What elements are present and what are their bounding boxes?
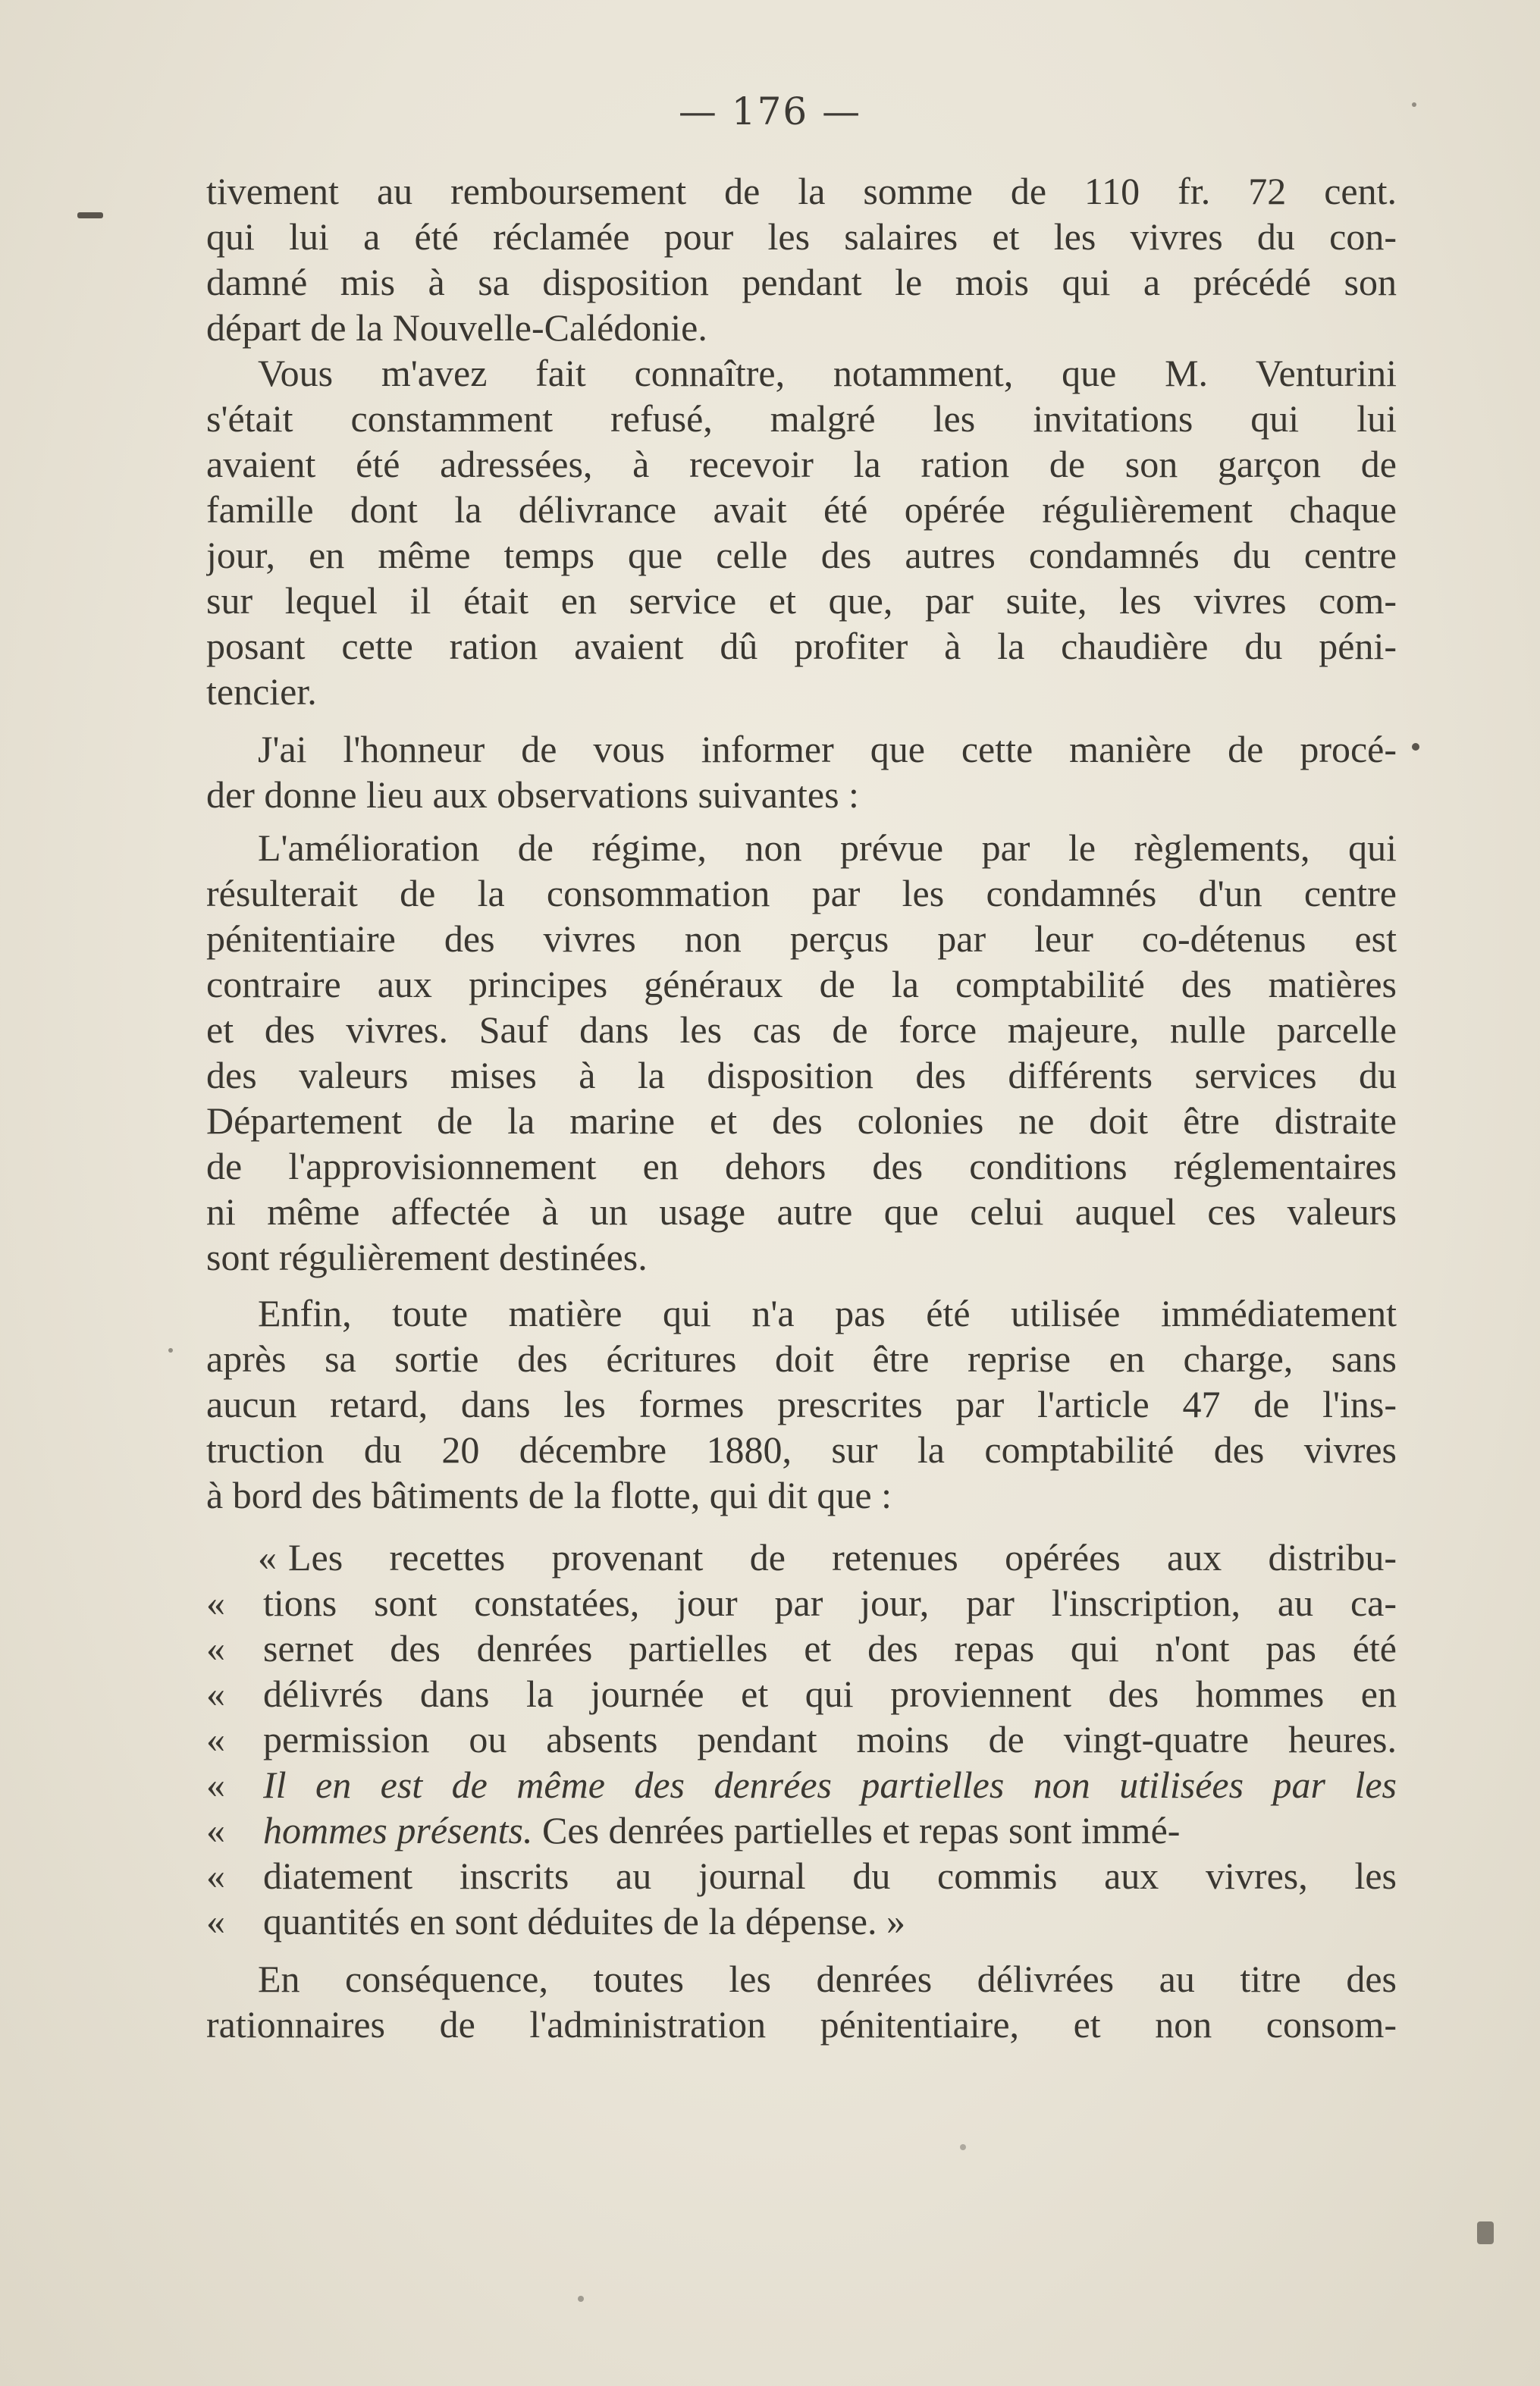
quote-line [206, 1762, 1397, 1808]
scan-speck [1412, 102, 1416, 107]
text-line: J'ai l'honneur de vous informer que cette manière de procé- [258, 728, 1397, 770]
quote-text-italic: Il en est de même des denrées partielles non utilisées par les [263, 1764, 1397, 1806]
text-line: des valeurs mises à la disposition des différents services du [206, 1054, 1397, 1096]
quote-line [206, 1808, 1397, 1853]
quote-mark: « [258, 1536, 277, 1579]
text-line: qui lui a été réclamée pour les salaires et les vivres du con- [206, 215, 1397, 258]
page-number: — 176 — [678, 89, 862, 133]
quote-line [206, 1580, 1397, 1626]
quote-text-italic: hommes présents. [263, 1809, 533, 1851]
quote-mark: « [206, 1855, 225, 1897]
quote-text-mixed [263, 1808, 1397, 1853]
text-line: tencier. [206, 670, 317, 713]
quote-text: diatement inscrits au journal du commis aux vivres, les [263, 1855, 1397, 1897]
text-line: rationnaires de l'administration pénitentiaire, et non consom- [206, 2003, 1397, 2046]
scan-speck [1412, 743, 1419, 751]
text-line: jour, en même temps que celle des autres condamnés du centre [206, 534, 1397, 576]
quote-mark: « [206, 1718, 225, 1760]
text-line: après sa sortie des écritures doit être reprise en charge, sans [206, 1337, 1397, 1380]
paragraph-continuation [206, 168, 1397, 350]
text-line: famille dont la délivrance avait été opérée régulièrement chaque [206, 488, 1397, 531]
text-line: truction du 20 décembre 1880, sur la comptabilité des vivres [206, 1428, 1397, 1471]
paragraph-j-ai-l-honneur [206, 726, 1397, 817]
quote-mark: « [206, 1673, 225, 1715]
text-line: sur lequel il était en service et que, par suite, les vivres com- [206, 579, 1397, 622]
text-line: sont régulièrement destinées. [206, 1236, 648, 1278]
quote-text: Ces denrées partielles et repas sont immé- [532, 1809, 1181, 1851]
text-line: En conséquence, toutes les denrées délivrées au titre des [258, 1958, 1397, 2000]
quote-mark: « [206, 1900, 225, 1942]
text-line: départ de la Nouvelle-Calédonie. [206, 306, 707, 349]
quote-text: Les recettes provenant de retenues opérées aux distribu- [288, 1536, 1397, 1579]
text-line: Vous m'avez fait connaître, notamment, que M. Venturini [258, 352, 1397, 394]
quote-line [206, 1898, 1397, 1944]
quote-line [206, 1717, 1397, 1762]
quote-mark: « [206, 1809, 225, 1851]
quote-line [206, 1535, 1397, 1580]
text-line: L'amélioration de régime, non prévue par le règlements, qui [258, 826, 1397, 869]
text-line: damné mis à sa disposition pendant le mois qui a précédé son [206, 261, 1397, 303]
text-line: tivement au remboursement de la somme de 110 fr. 72 cent. [206, 170, 1397, 212]
paragraph-amelioration [206, 825, 1397, 1280]
quote-text: permission ou absents pendant moins de vingt-quatre heures. [263, 1718, 1397, 1760]
quoted-article [206, 1535, 1397, 1944]
text-line: contraire aux principes généraux de la comptabilité des matières [206, 963, 1397, 1005]
scan-speck [1477, 2221, 1494, 2244]
quote-line [206, 1671, 1397, 1717]
quote-text: délivrés dans la journée et qui proviennent des hommes en [263, 1673, 1397, 1715]
text-line: avaient été adressées, à recevoir la ration de son garçon de [206, 443, 1397, 485]
text-line: ni même affectée à un usage autre que celui auquel ces valeurs [206, 1190, 1397, 1233]
text-line: à bord des bâtiments de la flotte, qui dit que : [206, 1474, 892, 1516]
text-line: aucun retard, dans les formes prescrites par l'article 47 de l'ins- [206, 1383, 1397, 1425]
scan-speck [960, 2144, 966, 2150]
quote-mark: « [206, 1582, 225, 1624]
quote-text: tions sont constatées, jour par jour, par l'inscription, au ca- [263, 1582, 1397, 1624]
paragraph-en-consequence [206, 1956, 1397, 2047]
paragraph-enfin [206, 1290, 1397, 1518]
quote-text: sernet des denrées partielles et des repas qui n'ont pas été [263, 1627, 1397, 1670]
quote-line [206, 1853, 1397, 1898]
quote-text: quantités en sont déduites de la dépense. » [263, 1900, 905, 1942]
text-line: posant cette ration avaient dû profiter à la chaudière du péni- [206, 625, 1397, 667]
text-line: s'était constamment refusé, malgré les invitations qui lui [206, 397, 1397, 440]
quote-mark: « [206, 1627, 225, 1670]
text-line: pénitentiaire des vivres non perçus par leur co-détenus est [206, 917, 1397, 960]
text-line: de l'approvisionnement en dehors des conditions réglementaires [206, 1145, 1397, 1187]
paragraph-vous-m-avez [206, 350, 1397, 714]
scan-speck [168, 1348, 173, 1353]
quote-mark: « [206, 1764, 225, 1806]
text-line: et des vivres. Sauf dans les cas de force majeure, nulle parcelle [206, 1008, 1397, 1051]
scan-speck [578, 2296, 584, 2302]
scan-speck [77, 212, 103, 218]
text-line: Département de la marine et des colonies ne doit être distraite [206, 1099, 1397, 1142]
text-line: résulterait de la consommation par les condamnés d'un centre [206, 872, 1397, 914]
text-line: der donne lieu aux observations suivantes : [206, 773, 859, 816]
quote-line [206, 1626, 1397, 1671]
text-line: Enfin, toute matière qui n'a pas été utilisée immédiatement [258, 1292, 1397, 1334]
